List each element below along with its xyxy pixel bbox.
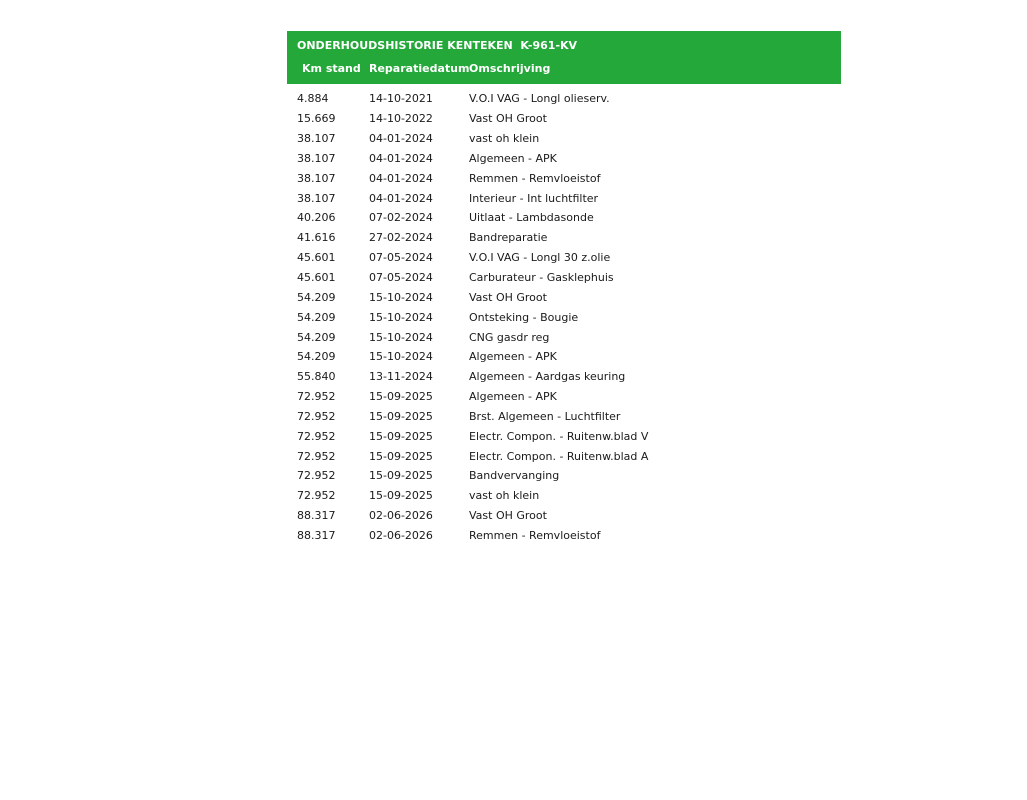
cell-date: 15-09-2025 [369, 469, 433, 483]
cell-km: 72.952 [297, 409, 336, 423]
table-row [287, 367, 841, 387]
column-header-date: Reparatiedatum [369, 62, 470, 75]
cell-km: 55.840 [297, 370, 336, 384]
cell-description: Remmen - Remvloeistof [469, 528, 601, 542]
table-title: ONDERHOUDSHISTORIE KENTEKEN K-961-KV [297, 39, 578, 52]
table-row [287, 426, 841, 446]
table-row [287, 486, 841, 506]
table-header [287, 31, 841, 84]
cell-km: 54.209 [297, 350, 336, 364]
cell-description: Algemeen - APK [469, 151, 557, 165]
table-row [287, 327, 841, 347]
cell-date: 04-01-2024 [369, 132, 433, 146]
cell-description: Vast OH Groot [469, 112, 547, 126]
cell-km: 54.209 [297, 310, 336, 324]
cell-description: Brst. Algemeen - Luchtfilter [469, 409, 621, 423]
table-body [287, 84, 841, 545]
cell-km: 72.952 [297, 390, 336, 404]
cell-description: CNG gasdr reg [469, 330, 550, 344]
cell-km: 4.884 [297, 92, 329, 106]
cell-description: Algemeen - APK [469, 390, 557, 404]
cell-km: 72.952 [297, 489, 336, 503]
cell-date: 07-02-2024 [369, 211, 433, 225]
cell-km: 45.601 [297, 271, 336, 285]
table-row [287, 228, 841, 248]
cell-km: 41.616 [297, 231, 336, 245]
cell-date: 15-09-2025 [369, 409, 433, 423]
cell-date: 07-05-2024 [369, 271, 433, 285]
table-row [287, 506, 841, 526]
cell-description: V.O.I VAG - Longl olieserv. [469, 92, 610, 106]
cell-km: 88.317 [297, 509, 336, 523]
cell-date: 27-02-2024 [369, 231, 433, 245]
cell-description: vast oh klein [469, 489, 540, 503]
cell-km: 38.107 [297, 191, 336, 205]
cell-date: 15-09-2025 [369, 429, 433, 443]
table-row [287, 109, 841, 129]
cell-km: 15.669 [297, 112, 336, 126]
table-row [287, 347, 841, 367]
cell-description: Carburateur - Gasklephuis [469, 271, 614, 285]
table-row [287, 208, 841, 228]
cell-date: 15-09-2025 [369, 390, 433, 404]
cell-description: Algemeen - APK [469, 350, 557, 364]
cell-date: 15-10-2024 [369, 350, 433, 364]
table-row [287, 188, 841, 208]
cell-km: 38.107 [297, 171, 336, 185]
cell-km: 72.952 [297, 449, 336, 463]
cell-description: Electr. Compon. - Ruitenw.blad A [469, 449, 649, 463]
cell-date: 15-10-2024 [369, 310, 433, 324]
cell-km: 38.107 [297, 151, 336, 165]
cell-description: Bandvervanging [469, 469, 560, 483]
table-row [287, 268, 841, 288]
cell-date: 14-10-2022 [369, 112, 433, 126]
table-row [287, 287, 841, 307]
cell-description: Interieur - Int luchtfilter [469, 191, 599, 205]
cell-description: Electr. Compon. - Ruitenw.blad V [469, 429, 649, 443]
cell-description: Bandreparatie [469, 231, 548, 245]
cell-km: 72.952 [297, 429, 336, 443]
cell-date: 13-11-2024 [369, 370, 433, 384]
cell-date: 15-09-2025 [369, 449, 433, 463]
cell-description: Uitlaat - Lambdasonde [469, 211, 594, 225]
cell-km: 72.952 [297, 469, 336, 483]
column-header-description: Omschrijving [469, 62, 551, 75]
cell-date: 15-09-2025 [369, 489, 433, 503]
table-row [287, 466, 841, 486]
table-row [287, 168, 841, 188]
table-row [287, 248, 841, 268]
cell-km: 88.317 [297, 528, 336, 542]
cell-description: vast oh klein [469, 132, 540, 146]
cell-date: 04-01-2024 [369, 171, 433, 185]
cell-description: Ontsteking - Bougie [469, 310, 579, 324]
cell-date: 07-05-2024 [369, 251, 433, 265]
table-row [287, 149, 841, 169]
cell-km: 38.107 [297, 132, 336, 146]
table-row [287, 407, 841, 427]
table-row [287, 526, 841, 546]
maintenance-history-table [287, 31, 841, 545]
cell-description: Remmen - Remvloeistof [469, 171, 601, 185]
cell-date: 02-06-2026 [369, 509, 433, 523]
cell-description: Algemeen - Aardgas keuring [469, 370, 626, 384]
cell-date: 15-10-2024 [369, 330, 433, 344]
cell-date: 02-06-2026 [369, 528, 433, 542]
column-headers [287, 57, 841, 75]
cell-date: 04-01-2024 [369, 191, 433, 205]
cell-description: Vast OH Groot [469, 290, 547, 304]
cell-km: 54.209 [297, 290, 336, 304]
cell-km: 54.209 [297, 330, 336, 344]
table-row [287, 446, 841, 466]
table-row [287, 307, 841, 327]
cell-km: 40.206 [297, 211, 336, 225]
cell-description: Vast OH Groot [469, 509, 547, 523]
cell-date: 15-10-2024 [369, 290, 433, 304]
table-row [287, 89, 841, 109]
cell-description: V.O.I VAG - Longl 30 z.olie [469, 251, 611, 265]
table-row [287, 387, 841, 407]
cell-date: 04-01-2024 [369, 151, 433, 165]
column-header-km: Km stand [302, 62, 361, 75]
cell-date: 14-10-2021 [369, 92, 433, 106]
table-row [287, 129, 841, 149]
cell-km: 45.601 [297, 251, 336, 265]
